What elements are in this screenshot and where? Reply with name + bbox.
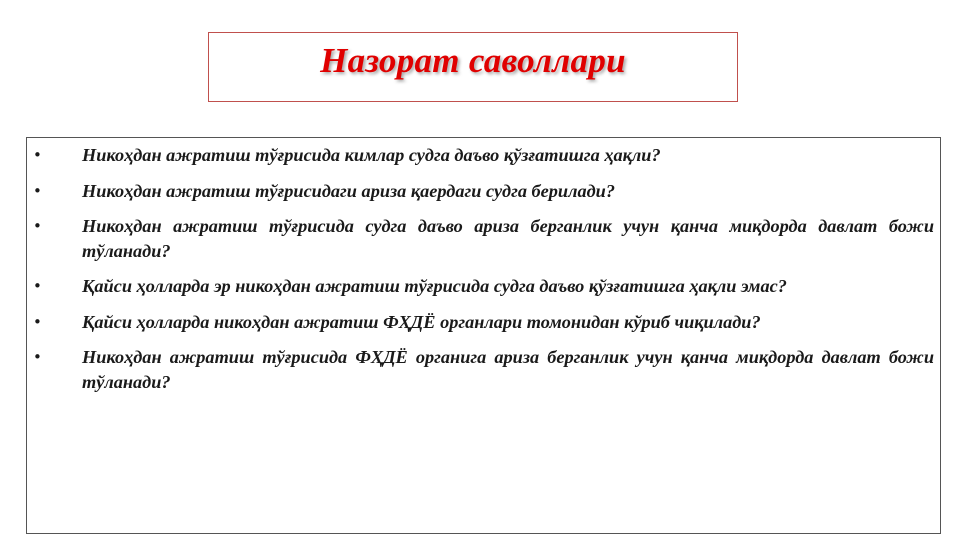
bullet-icon: • <box>33 312 42 331</box>
question-item <box>27 345 934 394</box>
bullet-icon: • <box>33 277 42 295</box>
question-item <box>27 274 934 299</box>
slide-title: Назорат саволлари <box>320 41 626 80</box>
question-item <box>27 214 934 263</box>
question-text: Никоҳдан ажратиш тўғрисида кимлар судга даъво қўзғатишга ҳақли? <box>82 145 661 165</box>
question-item <box>27 310 934 335</box>
question-text: Никоҳдан ажратиш тўғрисида ФҲДЁ органига ариза берганлик учун қанча миқдорда давлат божи тўланади? <box>82 347 934 392</box>
bullet-icon: • <box>33 348 42 366</box>
question-item <box>27 179 934 204</box>
title-box <box>208 32 738 102</box>
questions-list <box>27 143 934 394</box>
questions-box <box>26 137 941 534</box>
bullet-icon: • <box>33 146 42 164</box>
question-item <box>27 143 934 168</box>
bullet-icon: • <box>33 217 42 235</box>
question-text: Никоҳдан ажратиш тўғрисида судга даъво ариза берганлик учун қанча миқдорда давлат божи тўланади? <box>82 216 934 261</box>
question-text: Қайси ҳолларда никоҳдан ажратиш ФҲДЁ органлари томонидан кўриб чиқилади? <box>82 311 761 332</box>
bullet-icon: • <box>33 181 42 200</box>
question-text: Никоҳдан ажратиш тўғрисидаги ариза қаердаги судга берилади? <box>82 180 615 201</box>
question-text: Қайси ҳолларда эр никоҳдан ажратиш тўғрисида судга даъво қўзғатишга ҳақли эмас? <box>82 276 787 296</box>
